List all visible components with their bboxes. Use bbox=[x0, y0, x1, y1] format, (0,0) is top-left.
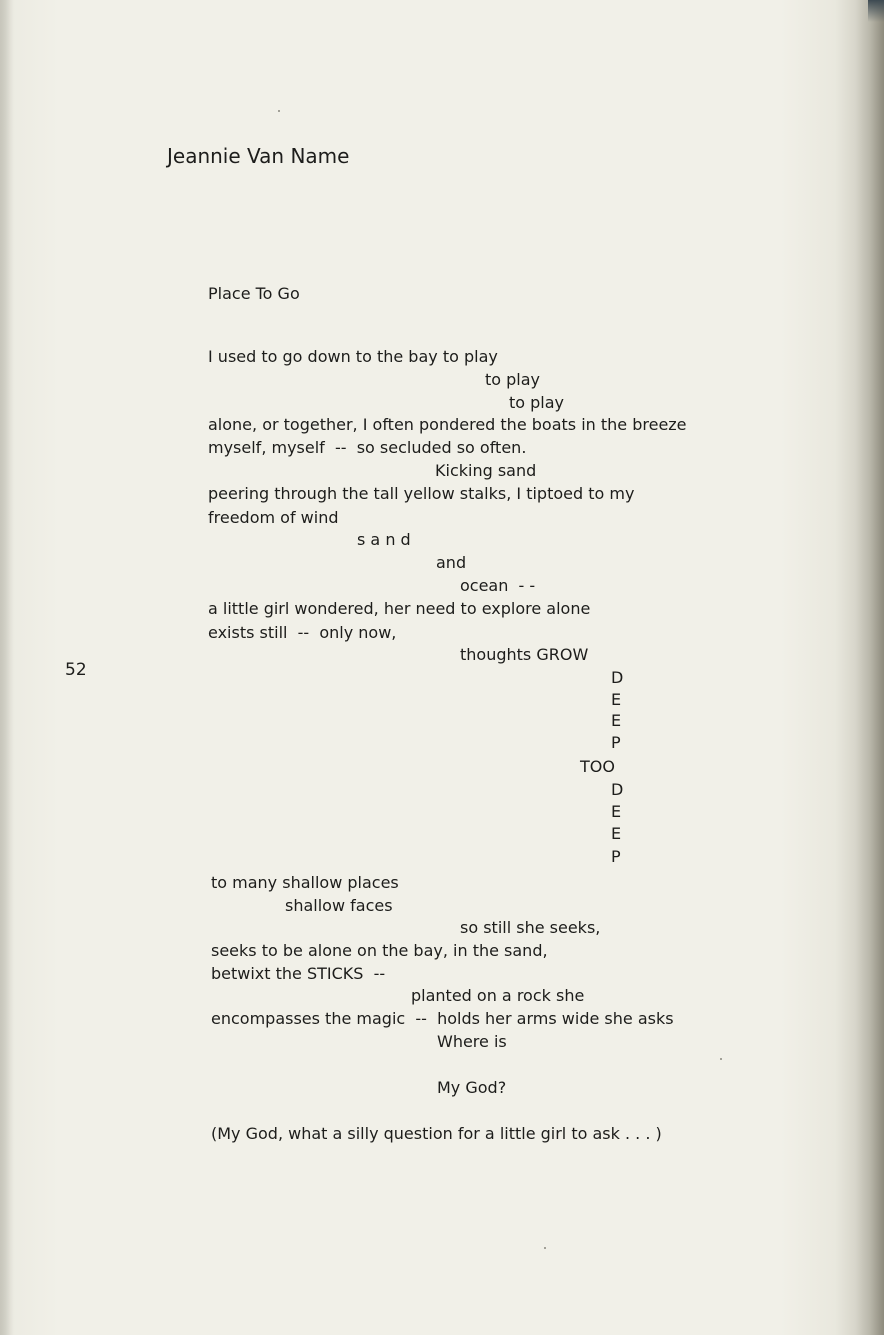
poem-line: so still she seeks, bbox=[460, 918, 601, 937]
poem-line: to many shallow places bbox=[211, 873, 399, 892]
page-gutter-shadow bbox=[0, 0, 14, 1335]
vertical-letter: D bbox=[611, 668, 624, 687]
poem-line: peering through the tall yellow stalks, I tiptoed to my bbox=[208, 484, 635, 503]
vertical-letter: E bbox=[611, 711, 622, 730]
poem-line: TOO bbox=[580, 757, 615, 776]
speck bbox=[278, 110, 280, 112]
vertical-letter: P bbox=[611, 733, 621, 752]
poem-line: and bbox=[436, 553, 467, 572]
poem-line: freedom of wind bbox=[208, 508, 339, 527]
page-number: 52 bbox=[65, 660, 87, 680]
poem-line: to play bbox=[509, 393, 565, 412]
author-name: Jeannie Van Name bbox=[167, 144, 350, 168]
vertical-letter: E bbox=[611, 802, 622, 821]
poem-line: (My God, what a silly question for a little girl to ask . . . ) bbox=[211, 1124, 662, 1143]
poem-line: myself, myself -- so secluded so often. bbox=[208, 438, 527, 457]
poem-line: to play bbox=[485, 370, 541, 389]
poem-line: planted on a rock she bbox=[411, 986, 585, 1005]
poem-line: My God? bbox=[437, 1078, 507, 1097]
poem-line: betwixt the STICKS -- bbox=[211, 964, 386, 983]
poem-line: thoughts GROW bbox=[460, 645, 589, 664]
speck bbox=[720, 1058, 722, 1060]
poem-line: Kicking sand bbox=[435, 461, 537, 480]
poem-line: a little girl wondered, her need to explore alone bbox=[208, 599, 591, 618]
poem-line: alone, or together, I often pondered the boats in the breeze bbox=[208, 415, 687, 434]
poem-line: I used to go down to the bay to play bbox=[208, 347, 498, 366]
page-corner-shadow bbox=[868, 0, 884, 22]
poem-line: shallow faces bbox=[285, 896, 393, 915]
poem-title: Place To Go bbox=[208, 284, 300, 303]
speck bbox=[544, 1247, 546, 1249]
poem-line: Where is bbox=[437, 1032, 507, 1051]
poem-line: s a n d bbox=[357, 530, 411, 549]
vertical-letter: D bbox=[611, 780, 624, 799]
poem-line: encompasses the magic -- holds her arms wide she asks bbox=[211, 1009, 674, 1028]
poem-line: seeks to be alone on the bay, in the sand, bbox=[211, 941, 548, 960]
poem-line: exists still -- only now, bbox=[208, 623, 397, 642]
vertical-letter: P bbox=[611, 847, 621, 866]
vertical-letter: E bbox=[611, 824, 622, 843]
poem-line: ocean - - bbox=[460, 576, 536, 595]
vertical-letter: E bbox=[611, 690, 622, 709]
